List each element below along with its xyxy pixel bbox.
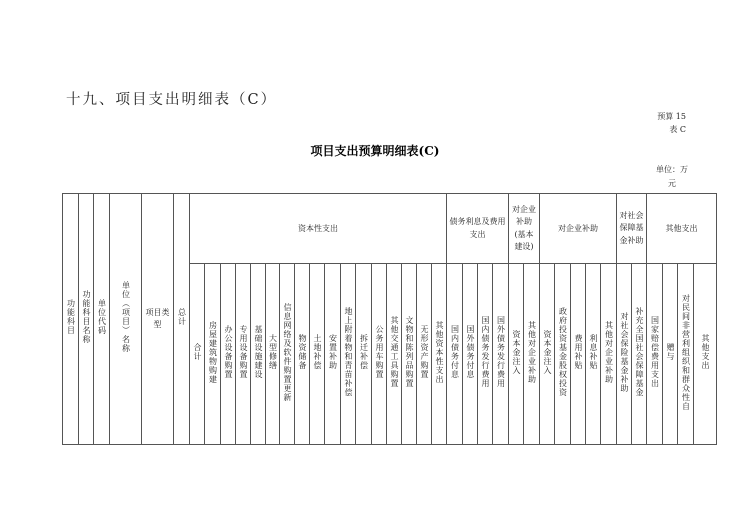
group-social-security: 对社会保障基金补助 [617,194,647,264]
section-title: 十九、项目支出明细表（C） [66,92,278,108]
group-enterprise: 对企业补助 [540,194,617,264]
col-other-expense: 其他支出 [694,264,717,445]
form-number-line1: 预算 15 [657,112,686,121]
col-social-insurance: 对社会保险基金补助 [617,264,632,445]
header-function-name: 功能科目名称 [79,194,94,445]
header-total: 总计 [174,194,190,445]
col-building: 房屋建筑物购建 [205,264,221,445]
header-unit-name: 单位（项目）名称 [110,194,142,445]
col-capital-total: 合计 [190,264,205,445]
col-cultural-relics: 文物和陈列品购置 [402,264,417,445]
col-fund-equity: 政府投资基金股权投资 [555,264,571,445]
col-ground-attachment: 地上附着物和青苗补偿 [341,264,356,445]
col-material-reserve: 物资储备 [295,264,310,445]
form-number-line2: 表 C [669,125,686,134]
col-capital-injection-construction: 资本金注入 [509,264,524,445]
col-state-compensation: 国家赔偿费用支出 [647,264,663,445]
col-official-vehicle: 公务用车购置 [372,264,387,445]
col-intangible-assets: 无形资产购置 [417,264,432,445]
col-other-enterprise-construction: 其他对企业补助 [524,264,540,445]
col-land-compensation: 土地补偿 [310,264,325,445]
col-resettlement: 安置补助 [325,264,341,445]
col-other-capital: 其他资本性支出 [432,264,447,445]
group-capital: 资本性支出 [190,194,447,264]
col-foreign-issuance: 国外债务发行费用 [493,264,509,445]
unit-label: 单位：万元 [656,165,688,188]
group-enterprise-capital: 对企业补助(基本建设) [509,194,540,264]
col-major-repair: 大型修缮 [266,264,280,445]
col-nonprofit: 对民间非营利组织和群众性自 [678,264,694,445]
col-demolition: 拆迁补偿 [356,264,372,445]
col-special-equipment: 专用设备购置 [236,264,251,445]
col-domestic-interest: 国内债务付息 [447,264,463,445]
header-project-type: 项目类型 [142,194,174,445]
header-unit-code: 单位代码 [94,194,110,445]
col-national-social-fund: 补充全国社会保障基金 [632,264,647,445]
col-infrastructure: 基础设施建设 [251,264,266,445]
form-number [657,110,686,136]
header-function-code: 功能科目 [63,194,79,445]
col-it-software: 信息网络及软件购置更新 [280,264,295,445]
col-other-transport: 其他交通工具购置 [387,264,402,445]
col-interest-subsidy: 利息补贴 [586,264,601,445]
col-other-enterprise: 其他对企业补助 [601,264,617,445]
expenditure-header-table [62,193,717,445]
col-domestic-issuance: 国内债务发行费用 [478,264,493,445]
col-donation: 赠与 [663,264,678,445]
col-expense-subsidy: 费用补贴 [571,264,586,445]
group-other: 其他支出 [647,194,717,264]
col-foreign-interest: 国外债务付息 [463,264,478,445]
table-title: 项目支出预算明细表(C) [310,144,440,158]
group-debt: 债务利息及费用支出 [447,194,509,264]
col-office-equipment: 办公设备购置 [221,264,236,445]
col-capital-injection: 资本金注入 [540,264,555,445]
